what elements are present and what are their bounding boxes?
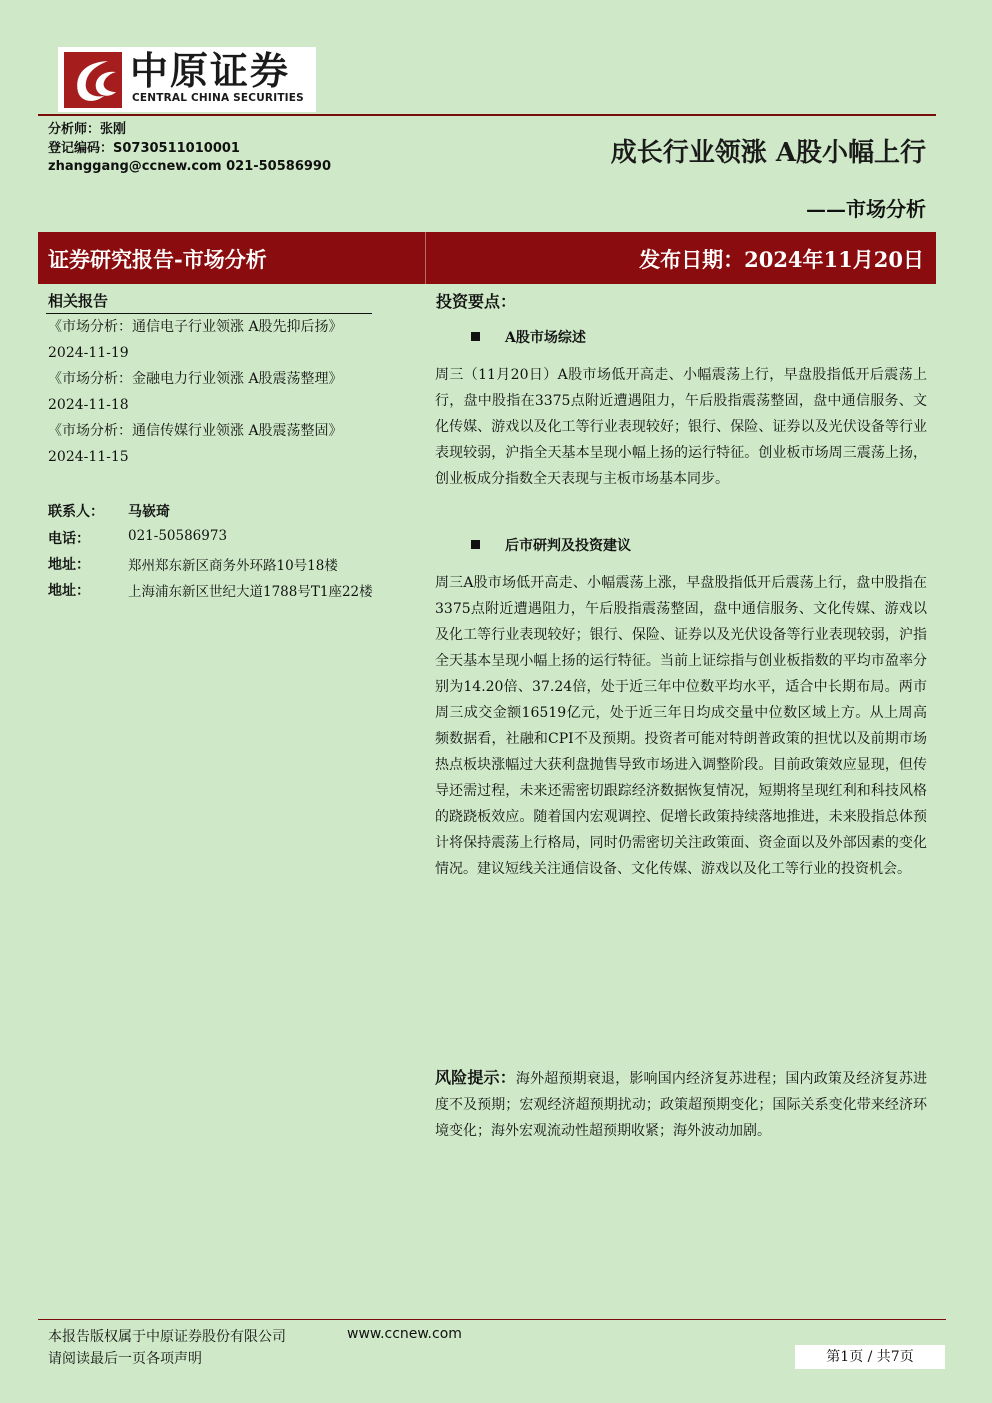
company-logo bbox=[58, 47, 316, 112]
footer-divider bbox=[38, 1319, 946, 1320]
contact-person: 马嵚琦 bbox=[128, 504, 170, 520]
logo-text-en: CENTRAL CHINA SECURITIES bbox=[132, 92, 304, 104]
website-link[interactable]: www.ccnew.com bbox=[347, 1326, 462, 1342]
bullet-square-icon bbox=[471, 332, 480, 341]
report-subtitle: ——市场分析 bbox=[806, 197, 926, 221]
risk-warning-body: 海外超预期衰退，影响国内经济复苏进程；国内政策及经济复苏进度不及预期；宏观经济超预期扰动；政策超预期变化；国际关系变化带来经济环境变化；海外宏观流动性超预期收紧；海外波动加剧。 bbox=[435, 1071, 927, 1139]
report-title: 成长行业领涨 A股小幅上行 bbox=[610, 138, 926, 168]
section-market-overview-title: A股市场综述 bbox=[505, 330, 586, 346]
related-report-item[interactable]: 《市场分析：通信传媒行业领涨 A股震荡整固》 2024-11-15 bbox=[48, 423, 343, 465]
contact-person-label: 联系人： bbox=[48, 504, 104, 520]
logo-text-cn: 中原证券 bbox=[130, 48, 291, 93]
investment-points-heading: 投资要点： bbox=[436, 292, 517, 311]
risk-warning bbox=[435, 1065, 927, 1144]
publish-date: 发布日期：2024年11月20日 bbox=[639, 247, 924, 272]
risk-warning-label: 风险提示： bbox=[435, 1068, 516, 1087]
analyst-registration: 登记编码：S0730511010001 bbox=[48, 141, 240, 156]
address-label: 地址： bbox=[48, 557, 90, 573]
address-label: 地址： bbox=[48, 583, 90, 599]
phone-value: 021-50586973 bbox=[128, 528, 228, 544]
page-number: 第1页 / 共7页 bbox=[795, 1345, 945, 1369]
section-outlook-title: 后市研判及投资建议 bbox=[505, 538, 631, 554]
outlook-body: 周三A股市场低开高走、小幅震荡上涨，早盘股指低开后震荡上行，盘中股指在3375点附近遭遇阻力，午后股指震荡整固，盘中通信服务、文化传媒、游戏以及化工等行业表现较好；银行、保险、证券以及光伏设备等行业表现较弱，沪指全天基本呈现小幅上扬的运行特征。当前上证综指与创业板指数的平均市盈率分别为14.20倍、37.24倍，处于近三年中位数平均水平，适合中长期布局。两市周三成交金额16519亿元，处于近三年日均成交量中位数区域上方。从上周高频数据看，社融和CPI不及预期。投资者可能对特朗普政策的担忧以及前期市场热点板块涨幅过大获利盘抛售导致市场进入调整阶段。目前政策效应显现，但传导还需过程，未来还需密切跟踪经济数据恢复情况，短期将呈现红利和科技风格的跷跷板效应。随着国内宏观调控、促增长政策持续落地推进，未来股指总体预计将保持震荡上行格局，同时仍需密切关注政策面、资金面以及外部因素的变化情况。建议短线关注通信设备、文化传媒、游戏以及化工等行业的投资机会。 bbox=[435, 575, 927, 877]
related-reports-heading: 相关报告 bbox=[48, 292, 109, 310]
market-overview-body: 周三（11月20日）A股市场低开高走、小幅震荡上行，早盘股指低开后震荡上行，盘中股指在3375点附近遭遇阻力，午后股指震荡整固，盘中通信服务、文化传媒、游戏以及化工等行业表现较好；银行、保险、证券以及光伏设备等行业表现较弱，沪指全天基本呈现小幅上扬的运行特征。创业板市场周三震荡上扬，创业板成分指数全天表现与主板市场基本同步。 bbox=[435, 367, 927, 487]
related-report-item[interactable]: 《市场分析：金融电力行业领涨 A股震荡整理》 2024-11-18 bbox=[48, 371, 343, 413]
logo-mark-icon bbox=[64, 52, 122, 108]
report-category: 证券研究报告-市场分析 bbox=[48, 247, 267, 272]
copyright-notice: 本报告版权属于中原证券股份有限公司 bbox=[48, 1329, 286, 1345]
address-shanghai: 上海浦东新区世纪大道1788号T1座22楼 bbox=[128, 584, 373, 600]
banner-divider bbox=[425, 232, 426, 284]
header-divider bbox=[38, 114, 936, 116]
bullet-square-icon bbox=[471, 540, 480, 549]
analyst-name: 分析师：张刚 bbox=[48, 122, 127, 137]
report-banner bbox=[38, 232, 936, 284]
disclaimer-notice: 请阅读最后一页各项声明 bbox=[48, 1351, 202, 1367]
related-report-item[interactable]: 《市场分析：通信电子行业领涨 A股先抑后扬》 2024-11-19 bbox=[48, 319, 343, 361]
analyst-contact: zhanggang@ccnew.com 021-50586990 bbox=[48, 159, 331, 174]
phone-label: 电话： bbox=[48, 531, 90, 547]
address-zhengzhou: 郑州郑东新区商务外环路10号18楼 bbox=[128, 558, 338, 574]
